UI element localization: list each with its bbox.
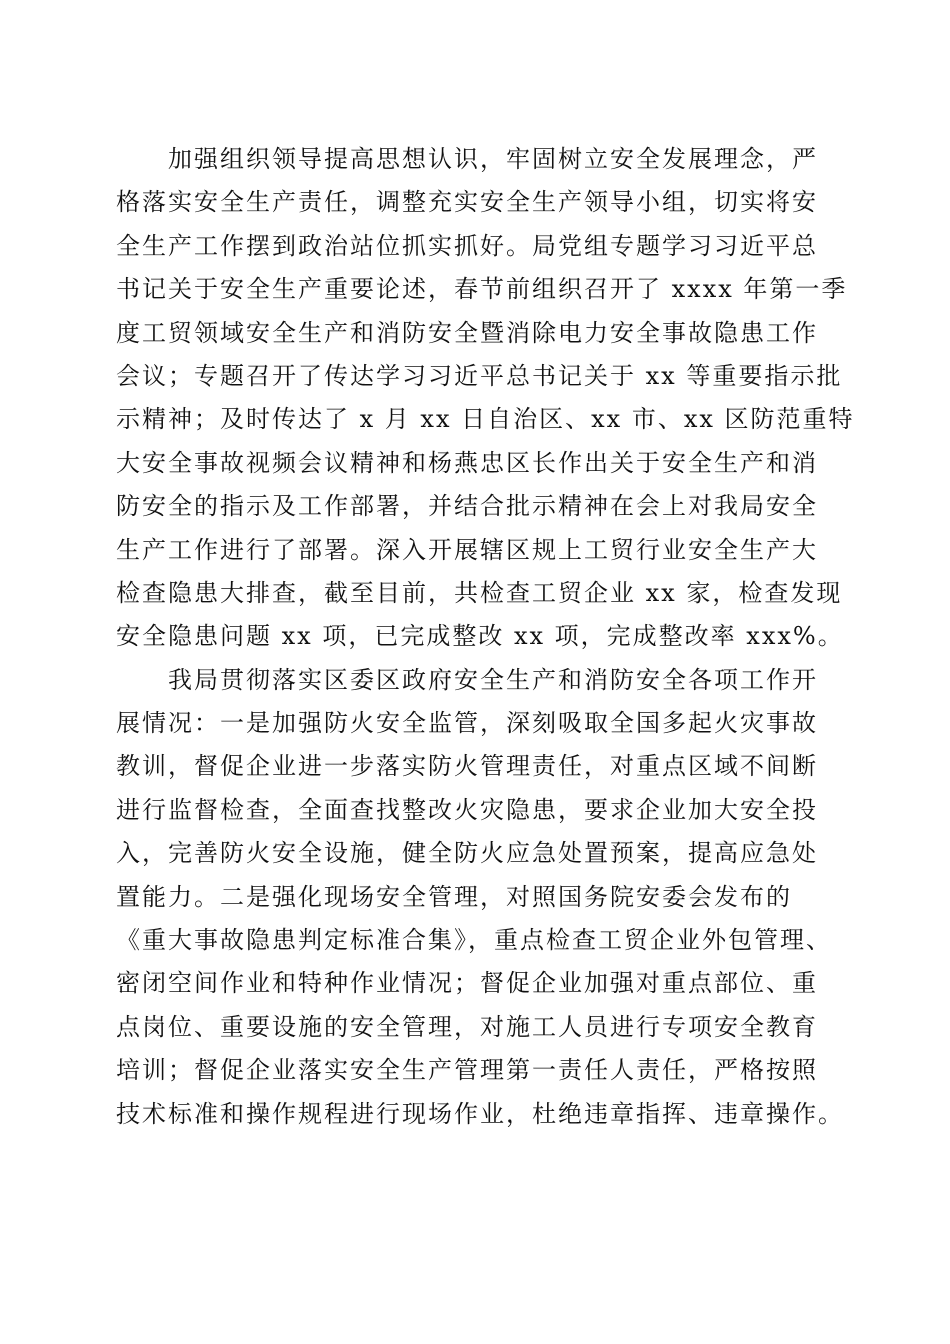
paragraph-line: 密闭空间作业和特种作业情况；督促企业加强对重点部位、重 xyxy=(116,969,818,998)
paragraph-line: 《重大事故隐患判定标准合集》，重点检查工贸企业外包管理、 xyxy=(116,926,832,955)
paragraph-line: 我局贯彻落实区委区政府安全生产和消防安全各项工作开 xyxy=(168,665,818,694)
paragraph-line: 培训；督促企业落实安全生产管理第一责任人责任，严格按照 xyxy=(116,1056,818,1085)
paragraph-line: 全生产工作摆到政治站位抓实抓好。局党组专题学习习近平总 xyxy=(116,231,818,260)
document-body xyxy=(116,138,855,1136)
paragraph-line: 生产工作进行了部署。深入开展辖区规上工贸行业安全生产大 xyxy=(116,535,818,564)
paragraph-line: 展情况：一是加强防火安全监管，深刻吸取全国多起火灾事故 xyxy=(116,709,818,738)
paragraph-line: 度工贸领域安全生产和消防安全暨消除电力安全事故隐患工作 xyxy=(116,318,818,347)
paragraph-line: 示精神；及时传达了 x 月 xx 日自治区、xx 市、xx 区防范重特 xyxy=(116,405,855,434)
paragraph-line: 教训，督促企业进一步落实防火管理责任，对重点区域不间断 xyxy=(116,752,818,781)
paragraph-line: 置能力。二是强化现场安全管理，对照国务院安委会发布的 xyxy=(116,882,792,911)
paragraph-line: 安全隐患问题 xx 项，已完成整改 xx 项，完成整改率 xxx%。 xyxy=(116,622,844,651)
paragraph-line: 点岗位、重要设施的安全管理，对施工人员进行专项安全教育 xyxy=(116,1012,818,1041)
paragraph-line: 书记关于安全生产重要论述，春节前组织召开了 xxxx 年第一季 xyxy=(116,275,848,304)
paragraph-line: 技术标准和操作规程进行现场作业，杜绝违章指挥、违章操作。 xyxy=(116,1099,844,1128)
paragraph-line: 会议；专题召开了传达学习习近平总书记关于 xx 等重要指示批 xyxy=(116,361,843,390)
paragraph-line: 检查隐患大排查，截至目前，共检查工贸企业 xx 家，检查发现 xyxy=(116,578,843,607)
paragraph-line: 大安全事故视频会议精神和杨燕忠区长作出关于安全生产和消 xyxy=(116,448,818,477)
paragraph-line: 加强组织领导提高思想认识，牢固树立安全发展理念，严 xyxy=(168,145,818,173)
paragraph-line: 进行监督检查，全面查找整改火灾隐患，要求企业加大安全投 xyxy=(116,795,818,824)
paragraph-line: 格落实安全生产责任，调整充实安全生产领导小组，切实将安 xyxy=(116,188,818,217)
paragraph-line: 防安全的指示及工作部署，并结合批示精神在会上对我局安全 xyxy=(116,492,818,521)
paragraph-2 xyxy=(116,659,844,1136)
paragraph-1 xyxy=(116,138,855,659)
paragraph-line: 入，完善防火安全设施，健全防火应急处置预案，提高应急处 xyxy=(116,839,818,868)
